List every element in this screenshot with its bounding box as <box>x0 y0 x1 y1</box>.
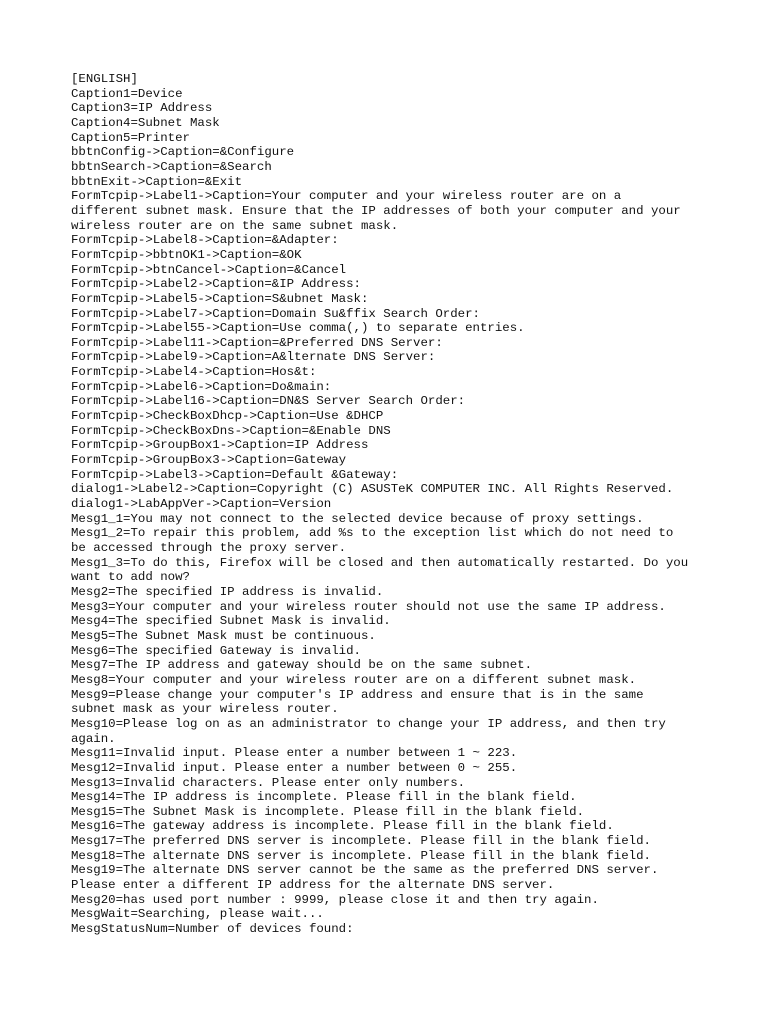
text-line: Mesg7=The IP address and gateway should be on the same subnet. <box>71 658 533 673</box>
text-line: FormTcpip->GroupBox1->Caption=IP Address <box>71 438 369 453</box>
text-line: FormTcpip->Label8->Caption=&Adapter: <box>71 233 339 248</box>
text-line: Mesg1_3=To do this, Firefox will be closed and then automatically restarted. Do you <box>71 555 689 570</box>
text-line: Mesg19=The alternate DNS server cannot be the same as the preferred DNS server. <box>71 863 659 878</box>
text-line: subnet mask as your wireless router. <box>71 702 339 717</box>
text-line: [ENGLISH] <box>71 72 138 86</box>
text-line: Mesg10=Please log on as an administrator to change your IP address, and then try <box>71 716 666 731</box>
text-line: Mesg2=The specified IP address is invalid. <box>71 584 384 599</box>
text-line: be accessed through the proxy server. <box>71 541 347 555</box>
text-line: Mesg8=Your computer and your wireless router are on a different subnet mask. <box>71 672 637 687</box>
text-line: FormTcpip->btnCancel->Caption=&Cancel <box>71 262 347 277</box>
language-strings-text <box>71 72 711 937</box>
text-line: Mesg1_1=You may not connect to the selected device because of proxy settings. <box>71 511 644 526</box>
text-line: FormTcpip->Label5->Caption=S&ubnet Mask: <box>71 291 369 306</box>
text-line: Mesg16=The gateway address is incomplete. Please fill in the blank field. <box>71 819 614 834</box>
text-line: FormTcpip->Label4->Caption=Hos&t: <box>71 365 317 380</box>
text-line: Mesg15=The Subnet Mask is incomplete. Please fill in the blank field. <box>71 804 585 819</box>
text-line: FormTcpip->Label9->Caption=A&lternate DNS Server: <box>71 350 436 365</box>
text-line: Caption3=IP Address <box>71 101 213 116</box>
text-line: bbtnExit->Caption=&Exit <box>71 174 243 189</box>
text-line: wireless router are on the same subnet mask. <box>71 218 399 233</box>
text-line: Mesg14=The IP address is incomplete. Please fill in the blank field. <box>71 790 577 805</box>
text-line: Mesg18=The alternate DNS server is incomplete. Please fill in the blank field. <box>71 848 651 863</box>
text-line: dialog1->Label2->Caption=Copyright (C) ASUSTeK COMPUTER INC. All Rights Reserved. <box>71 482 674 497</box>
text-line: FormTcpip->Label7->Caption=Domain Su&ffix Search Order: <box>71 306 480 321</box>
text-line: FormTcpip->CheckBoxDns->Caption=&Enable DNS <box>71 423 391 438</box>
text-line: Mesg6=The specified Gateway is invalid. <box>71 643 361 658</box>
text-line: want to add now? <box>71 570 190 585</box>
text-line: FormTcpip->Label55->Caption=Use comma(,) to separate entries. <box>71 321 525 336</box>
text-line: FormTcpip->Label16->Caption=DN&S Server Search Order: <box>71 394 466 409</box>
text-line: FormTcpip->Label6->Caption=Do&main: <box>71 379 332 394</box>
text-line: dialog1->LabAppVer->Caption=Version <box>71 497 332 512</box>
text-line: Caption4=Subnet Mask <box>71 115 220 130</box>
text-line: MesgStatusNum=Number of devices found: <box>71 922 354 937</box>
text-line: bbtnConfig->Caption=&Configure <box>71 145 295 160</box>
text-line: Caption1=Device <box>71 86 183 101</box>
text-line: Mesg1_2=To repair this problem, add %s to the exception list which do not need to <box>71 526 674 541</box>
text-line: FormTcpip->Label3->Caption=Default &Gateway: <box>71 467 399 482</box>
text-line: FormTcpip->bbtnOK1->Caption=&OK <box>71 247 302 262</box>
text-line: MesgWait=Searching, please wait... <box>71 907 324 922</box>
text-line: FormTcpip->Label1->Caption=Your computer and your wireless router are on a <box>71 189 622 204</box>
text-line: FormTcpip->CheckBoxDhcp->Caption=Use &DHCP <box>71 409 384 424</box>
text-line: different subnet mask. Ensure that the IP addresses of both your computer and your <box>71 203 681 218</box>
text-line: Please enter a different IP address for the alternate DNS server. <box>71 878 555 893</box>
text-line: FormTcpip->GroupBox3->Caption=Gateway <box>71 453 347 468</box>
text-line: Caption5=Printer <box>71 130 190 145</box>
text-line: again. <box>71 731 116 746</box>
text-line: FormTcpip->Label2->Caption=&IP Address: <box>71 277 361 292</box>
text-line: Mesg9=Please change your computer's IP address and ensure that is in the same <box>71 687 644 702</box>
text-line: Mesg13=Invalid characters. Please enter only numbers. <box>71 775 466 790</box>
text-line: Mesg17=The preferred DNS server is incomplete. Please fill in the blank field. <box>71 834 651 849</box>
text-line: Mesg20=has used port number : 9999, please close it and then try again. <box>71 892 599 907</box>
text-line: Mesg11=Invalid input. Please enter a number between 1 ~ 223. <box>71 746 518 761</box>
text-line: FormTcpip->Label11->Caption=&Preferred DNS Server: <box>71 335 443 350</box>
text-line: Mesg3=Your computer and your wireless router should not use the same IP address. <box>71 599 666 614</box>
text-line: bbtnSearch->Caption=&Search <box>71 159 272 174</box>
text-line: Mesg4=The specified Subnet Mask is invalid. <box>71 614 391 629</box>
text-line: Mesg5=The Subnet Mask must be continuous. <box>71 628 376 643</box>
text-line: Mesg12=Invalid input. Please enter a number between 0 ~ 255. <box>71 760 518 775</box>
